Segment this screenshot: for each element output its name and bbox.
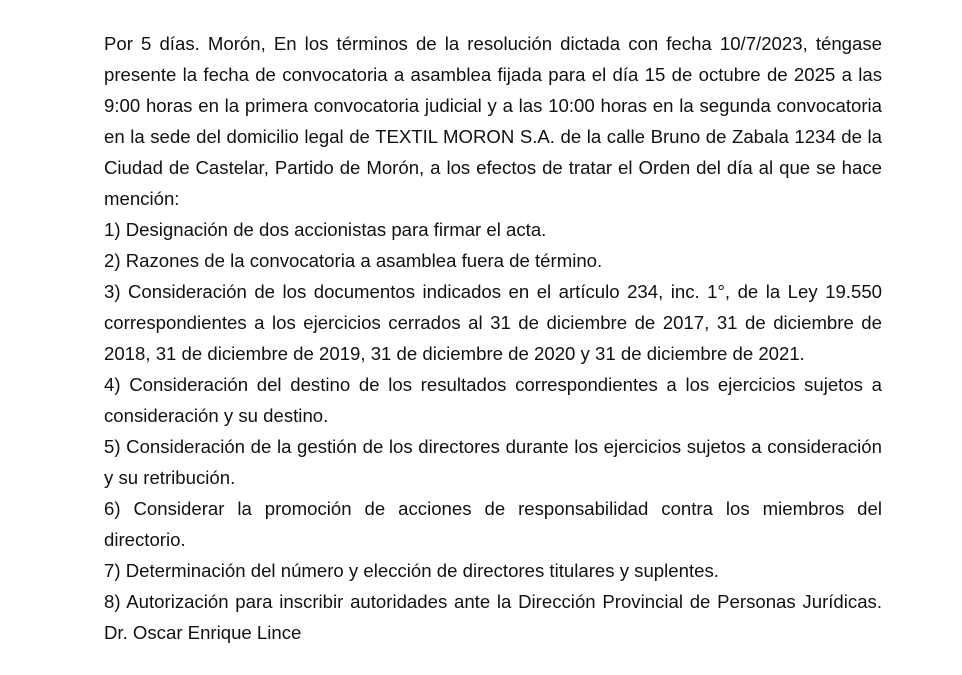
agenda-item-8: 8) Autorización para inscribir autoridades ante la Dirección Provincial de Personas Jurídicas. Dr. Oscar Enrique Lince [104, 591, 882, 643]
notice-intro: Por 5 días. Morón, En los términos de la resolución dictada con fecha 10/7/2023, téngase presente la fecha de convocatoria a asamblea fijada para el día 15 de octubre de 2025 a las 9:00 horas en la primera convocatoria judicial y a las 10:00 horas en la segunda convocatoria en la sede del domicilio legal de TEXTIL MORON S.A. de la calle Bruno de Zabala 1234 de la Ciudad de Castelar, Partido de Morón, a los efectos de tratar el Orden del día al que se hace mención: [104, 33, 882, 209]
agenda-item-1: 1) Designación de dos accionistas para firmar el acta. [104, 219, 547, 240]
agenda-item-3: 3) Consideración de los documentos indicados en el artículo 234, inc. 1°, de la Ley 19.550 correspondientes a los ejercicios cerrados al 31 de diciembre de 2017, 31 de diciembre de 2018, 31 de diciembre de 2019, 31 de diciembre de 2020 y 31 de diciembre de 2021. [104, 281, 882, 364]
agenda-item-5: 5) Consideración de la gestión de los directores durante los ejercicios sujetos a consideración y su retribución. [104, 436, 882, 488]
legal-notice [104, 28, 882, 648]
agenda-item-2: 2) Razones de la convocatoria a asamblea fuera de término. [104, 250, 603, 271]
agenda-item-7: 7) Determinación del número y elección de directores titulares y suplentes. [104, 560, 719, 581]
agenda-item-4: 4) Consideración del destino de los resultados correspondientes a los ejercicios sujetos a consideración y su destino. [104, 374, 882, 426]
agenda-item-6: 6) Considerar la promoción de acciones de responsabilidad contra los miembros del directorio. [104, 498, 882, 550]
